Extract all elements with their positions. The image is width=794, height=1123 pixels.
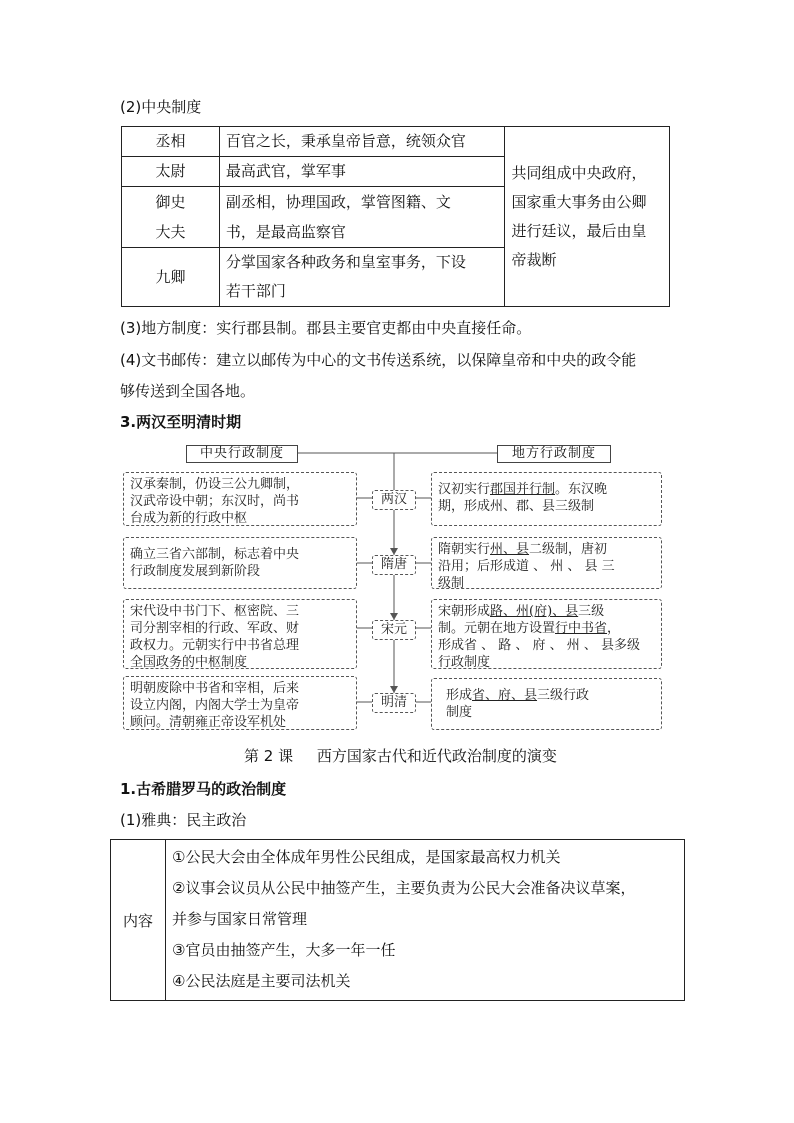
central-box-song-yuan: 宋代设中书门下、枢密院、三 司分割宰相的行政、军政、财 政权力。元朝实行中书省总理 全国政务的中枢制度 bbox=[123, 599, 357, 669]
central-box-ming-qing: 明朝废除中书省和宰相，后来 设立内阁，内阁大学士为皇帝 顾问。清朝雍正帝设军机处 bbox=[123, 676, 357, 730]
era-song-yuan: 宋元 bbox=[372, 620, 416, 640]
office-name: 太尉 bbox=[122, 157, 220, 187]
central-admin-header: 中央行政制度 bbox=[186, 445, 298, 463]
office-desc: 分掌国家各种政务和皇室事务，下设 若干部门 bbox=[219, 248, 505, 307]
era-han: 两汉 bbox=[372, 490, 416, 510]
athens-heading: (1)雅典：民主政治 bbox=[120, 811, 247, 829]
local-box-song-yuan: 宋朝形成路、州(府)、县三级 制。元朝在地方设置行中书省， 形成省 、 路 、 府 、 州 、 县多级 行政制度 bbox=[431, 599, 662, 669]
era-ming-qing: 明清 bbox=[372, 693, 416, 713]
central-heading: (2)中央制度 bbox=[120, 98, 202, 116]
post-system-text-2: 够传送到全国各地。 bbox=[120, 382, 256, 400]
office-desc: 百官之长，秉承皇帝旨意，统领众官 bbox=[219, 127, 505, 157]
post-system-text-1: (4)文书邮传：建立以邮传为中心的文书传送系统，以保障皇帝和中央的政令能 bbox=[120, 351, 637, 369]
central-box-sui-tang: 确立三省六部制，标志着中央 行政制度发展到新阶段 bbox=[123, 537, 357, 589]
office-name: 御史 大夫 bbox=[122, 187, 220, 248]
central-box-han: 汉承秦制，仍设三公九卿制， 汉武帝设中朝；东汉时，尚书 台成为新的行政中枢 bbox=[123, 472, 357, 526]
office-name: 丞相 bbox=[122, 127, 220, 157]
athens-label: 内容 bbox=[111, 840, 166, 1001]
local-box-ming-qing: 形成省、府、县三级行政 制度 bbox=[431, 678, 662, 730]
local-box-sui-tang: 隋朝实行州、县二级制，唐初 沿用；后形成道 、 州 、 县 三 级制 bbox=[431, 537, 662, 589]
office-name: 九卿 bbox=[122, 248, 220, 307]
section-1-heading: 1.古希腊罗马的政治制度 bbox=[120, 780, 287, 798]
section-3-heading: 3.两汉至明清时期 bbox=[120, 413, 242, 431]
lesson-title: 第 2 课 西方国家古代和近代政治制度的演变 bbox=[244, 747, 557, 765]
local-system-text: (3)地方制度：实行郡县制。郡县主要官吏都由中央直接任命。 bbox=[120, 319, 532, 337]
central-note: 共同组成中央政府， 国家重大事务由公卿 进行廷议，最后由皇 帝裁断 bbox=[505, 127, 670, 307]
office-desc: 最高武官，掌军事 bbox=[219, 157, 505, 187]
local-box-han: 汉初实行郡国并行制。东汉晚 期，形成州、郡、县三级制 bbox=[431, 472, 662, 526]
era-sui-tang: 隋唐 bbox=[372, 555, 416, 575]
athens-content: ①公民大会由全体成年男性公民组成，是国家最高权力机关 ②议事会议员从公民中抽签产生，主要负责为公民大会准备决议草案， 并参与国家日常管理 ③官员由抽签产生，大多一年一任 ④公民法庭是主要司法机关 bbox=[166, 840, 685, 1001]
table-row bbox=[111, 840, 685, 1001]
athens-table bbox=[110, 839, 685, 1001]
office-desc: 副丞相，协理国政，掌管图籍、文 书，是最高监察官 bbox=[219, 187, 505, 248]
local-admin-header: 地方行政制度 bbox=[497, 445, 611, 463]
